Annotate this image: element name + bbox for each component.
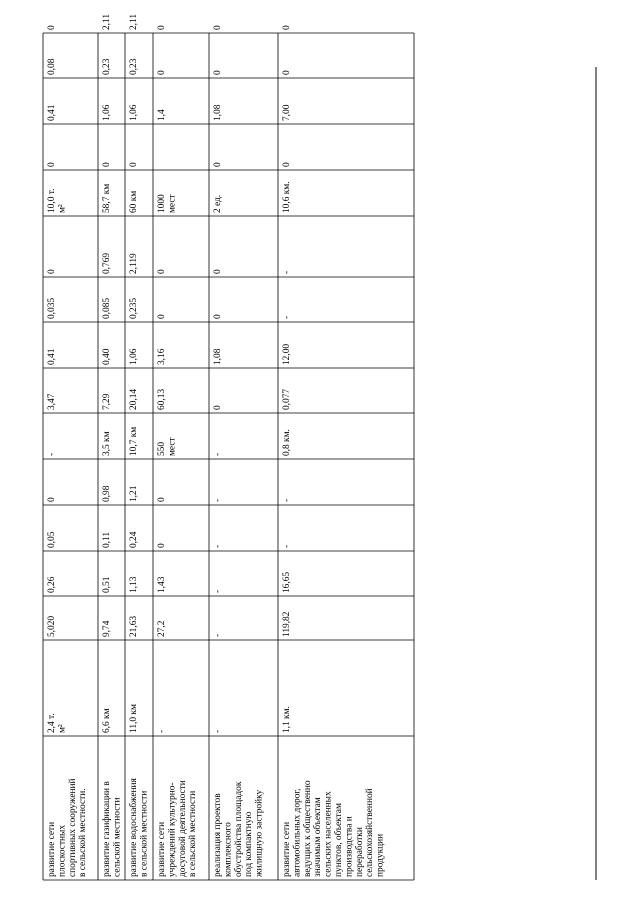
cell-line: 0,41 (47, 104, 57, 121)
cell-line: 16,65 (282, 571, 292, 593)
cell-line: 0,23 (129, 58, 139, 75)
table-cell-r1-c7 (102, 393, 112, 410)
table-cell-r2-c4 (129, 531, 139, 548)
table-cell-r2-c5 (129, 485, 139, 502)
cell-line: 27,2 (157, 620, 167, 637)
row-label-3 (157, 780, 198, 877)
row-label-2 (128, 777, 149, 877)
cell-line: 0,08 (47, 58, 57, 75)
cell-line: - (282, 498, 292, 502)
table-cell-r0-c8 (47, 348, 57, 365)
cell-line: 0 (213, 162, 223, 167)
table-cell-r1-c5 (102, 485, 112, 502)
row-label-4 (213, 781, 265, 878)
table-cell-r0-c10 (47, 269, 57, 274)
row-label-1 (101, 781, 122, 877)
table-cell-r3-c8 (157, 348, 167, 365)
table-cell-r0-c6 (47, 453, 57, 456)
table-cell-r1-c9 (102, 298, 112, 319)
cell-line: - (213, 544, 223, 548)
table-cell-r4-c10 (213, 269, 223, 274)
table-cell-r0-c13 (47, 104, 57, 121)
cell-line: 0 (157, 497, 167, 502)
table-cell-r1-c8 (102, 348, 112, 365)
cell-line: - (282, 315, 292, 319)
cell-line: мест (167, 194, 178, 213)
table-cell-r3-c6 (157, 437, 177, 456)
table-cell-r4-c4 (213, 545, 223, 548)
cell-line: 0 (282, 25, 292, 30)
cell-line: сельской местности (112, 797, 123, 877)
cell-line: - (157, 729, 167, 733)
table-cell-r3-c1 (157, 730, 167, 733)
cell-line: 9,74 (102, 620, 112, 637)
cell-line: развитие газификации в (102, 781, 112, 877)
cell-line: - (213, 498, 223, 502)
cell-line: 0 (282, 70, 292, 75)
cell-line: автомобильных дорог, (292, 788, 303, 877)
cell-line: 0 (213, 70, 223, 75)
cell-line: 20,14 (129, 388, 139, 410)
cell-line: 2,4 т. (47, 713, 57, 733)
table-cell-r4-c2 (213, 634, 223, 637)
table-cell-r5-c9 (282, 316, 292, 319)
cell-line: 0,769 (102, 252, 112, 274)
cell-line: - (282, 544, 292, 548)
cell-line: 1,08 (213, 348, 223, 365)
table-cell-r0-c2 (47, 616, 57, 637)
table-cell-r4-c5 (213, 499, 223, 502)
table-cell-r1-c1 (102, 708, 112, 733)
table-cell-r3-c9 (157, 314, 167, 319)
table-cell-r4-c13 (213, 104, 223, 121)
table-cell-r3-c2 (157, 620, 167, 637)
cell-line: 550 (157, 441, 167, 456)
table-cell-r3-c14 (157, 70, 167, 75)
cell-line: 7,00 (282, 104, 292, 121)
cell-line: жилищную застройку (254, 789, 265, 877)
cell-line: 0,05 (47, 531, 57, 548)
cell-line: развитие сети (47, 821, 57, 877)
cell-line: 0 (129, 162, 139, 167)
row-label-0 (47, 778, 88, 877)
cell-line: 0,23 (102, 58, 112, 75)
table-cell-r5-c3 (282, 572, 292, 593)
cell-line: 0,085 (102, 297, 112, 319)
cell-line: ведущих к общественно (302, 780, 313, 877)
table-cell-r5-c11 (282, 181, 292, 213)
cell-line: 3,47 (47, 393, 57, 410)
table-cell-r3-c11 (157, 194, 177, 213)
table-cell-r3-c10 (157, 269, 167, 274)
table-cell-r5-c6 (282, 429, 292, 456)
cell-line: 0,40 (102, 348, 112, 365)
cell-line: 10,0 т. (47, 188, 57, 213)
cell-line: 1,08 (213, 104, 223, 121)
cell-line: 0 (47, 497, 57, 502)
table-cell-r5-c10 (282, 271, 292, 274)
cell-line: 2,11 (129, 13, 139, 30)
cell-line: - (47, 452, 57, 456)
table-cell-r5-c15 (282, 25, 292, 30)
table-cell-r0-c3 (47, 576, 57, 593)
table-cell-r3-c15 (157, 25, 167, 30)
cell-line: 0,077 (282, 388, 292, 410)
cell-line: 0 (157, 543, 167, 548)
table-cell-r3-c7 (157, 389, 167, 410)
cell-line: 1,4 (157, 109, 167, 121)
cell-line: в сельской местности (139, 790, 150, 877)
cell-line: 5,020 (47, 615, 57, 637)
cell-line: 1,06 (129, 348, 139, 365)
cell-line: 0,26 (47, 576, 57, 593)
cell-line: развитие водоснабжения (129, 778, 139, 877)
cell-line: 2,119 (129, 253, 139, 274)
cell-line: 0 (47, 269, 57, 274)
cell-line: под компактную (244, 811, 255, 877)
cell-line: 0 (157, 70, 167, 75)
table-cell-r5-c4 (282, 545, 292, 548)
table-cell-r5-c7 (282, 389, 292, 410)
cell-line: досуговой деятельности (177, 780, 188, 877)
cell-line: 0 (213, 405, 223, 410)
cell-line: 0 (213, 25, 223, 30)
cell-line: сельскохозяйственной (365, 788, 376, 877)
table-cell-r4-c9 (213, 314, 223, 319)
table-cell-r0-c4 (47, 531, 57, 548)
table-cell-r0-c7 (47, 393, 57, 410)
row-label-5 (282, 780, 386, 877)
table-cell-r4-c15 (213, 25, 223, 30)
table-cell-r4-c7 (213, 405, 223, 410)
cell-line: 0,24 (129, 531, 139, 548)
cell-line: 119,82 (282, 611, 292, 637)
table-cell-r2-c10 (129, 253, 139, 274)
cell-line: значимым объектам (313, 797, 324, 877)
cell-line: 0,41 (47, 348, 57, 365)
table-cell-r2-c14 (129, 58, 139, 75)
table-cell-r4-c6 (213, 453, 223, 456)
cell-line: 58,7 км (102, 183, 112, 213)
cell-line: 0 (157, 269, 167, 274)
cell-line: развитие сети (282, 821, 292, 877)
cell-line: развитие сети (157, 821, 167, 877)
table-grid (43, 33, 414, 880)
cell-line: 0 (282, 162, 292, 167)
table-cell-r1-c14 (102, 58, 112, 75)
cell-line: 1,1 км. (282, 706, 292, 733)
table-cell-r5-c8 (282, 344, 292, 365)
cell-line: мест (167, 437, 178, 456)
cell-line: в сельской местности (188, 790, 199, 877)
cell-line: 3,16 (157, 348, 167, 365)
cell-line: в сельской местности. (78, 788, 89, 877)
table-cell-r4-c12 (213, 162, 223, 167)
table-cell-r1-c15 (102, 14, 112, 30)
cell-line: пунктов, объектам (334, 803, 344, 877)
cell-line: комплексного (223, 822, 234, 877)
cell-line: 1,06 (129, 104, 139, 121)
cell-line: обустройства площадок (233, 781, 244, 877)
table-cell-r5-c13 (282, 104, 292, 121)
cell-line: 0,98 (102, 485, 112, 502)
table-cell-r0-c9 (47, 298, 57, 319)
cell-line: 1000 (157, 194, 167, 213)
table-cell-r5-c2 (282, 611, 292, 637)
cell-line: сельских населенных (323, 791, 334, 877)
cell-line: м² (57, 724, 68, 733)
table-cell-r2-c7 (129, 389, 139, 410)
cell-line: - (213, 589, 223, 593)
cell-line: переработки (354, 827, 365, 877)
table-cell-r3-c3 (157, 576, 167, 593)
table-cell-r4-c14 (213, 70, 223, 75)
table-cell-r3-c13 (157, 109, 167, 121)
cell-line: 0 (47, 162, 57, 167)
cell-line: - (213, 452, 223, 456)
cell-line: учреждений культурно- (167, 782, 178, 877)
table-cell-r4-c11 (213, 195, 223, 213)
cell-line: 2 ед. (213, 194, 223, 213)
table-cell-r0-c1 (47, 713, 67, 733)
table-cell-r3-c5 (157, 497, 167, 502)
table-cell-r2-c13 (129, 104, 139, 121)
cell-line: 0 (157, 314, 167, 319)
cell-line: 0 (213, 314, 223, 319)
table-cell-r2-c1 (129, 704, 139, 733)
cell-line: 21,63 (129, 615, 139, 637)
table-cell-r5-c1 (282, 706, 292, 733)
table-cell-r5-c14 (282, 70, 292, 75)
table-cell-r4-c3 (213, 590, 223, 593)
cell-line: 11,0 км (129, 704, 139, 733)
cell-line: 0,035 (47, 297, 57, 319)
cell-line: 0 (157, 25, 167, 30)
table-cell-r0-c11 (47, 189, 67, 214)
cell-line: производства и (344, 816, 355, 877)
cell-line: 0,11 (102, 531, 112, 548)
table-cell-r2-c6 (129, 427, 139, 456)
cell-line: 60,13 (157, 388, 167, 410)
table-cell-r2-c2 (129, 616, 139, 637)
table-cell-r2-c12 (129, 162, 139, 167)
cell-line: - (213, 729, 223, 733)
cell-line: 6,6 км (102, 708, 112, 733)
table-cell-r5-c5 (282, 499, 292, 502)
cell-line: м² (57, 204, 68, 213)
table-cell-r1-c12 (102, 162, 112, 167)
table-cell-r2-c8 (129, 348, 139, 365)
cell-line: 1,13 (129, 576, 139, 593)
cell-line: 12,00 (282, 343, 292, 365)
table-cell-r5-c12 (282, 162, 292, 167)
cell-line: 1,06 (102, 104, 112, 121)
table-cell-r0-c12 (47, 162, 57, 167)
table-cell-r2-c3 (129, 576, 139, 593)
cell-line: 60 км (129, 190, 139, 213)
cell-line: плоскостных (57, 824, 68, 877)
cell-line: 1,21 (129, 485, 139, 502)
cell-line: 0 (213, 269, 223, 274)
table-cell-r1-c13 (102, 104, 112, 121)
table-cell-r0-c14 (47, 58, 57, 75)
table-cell-r2-c11 (129, 191, 139, 213)
cell-line: реализация проектов (213, 793, 223, 877)
cell-line: спортивных сооружений (67, 778, 78, 877)
cell-line: 0 (47, 25, 57, 30)
table-cell-r2-c9 (129, 298, 139, 319)
cell-line: 0,51 (102, 576, 112, 593)
cell-line: 1,43 (157, 576, 167, 593)
table-cell-r1-c6 (102, 431, 112, 456)
cell-line: 10,7 км (129, 426, 139, 456)
table-cell-r4-c1 (213, 730, 223, 733)
table-cell-r2-c15 (129, 14, 139, 30)
cell-line: продукции (375, 833, 386, 877)
cell-line: 2,11 (102, 13, 112, 30)
table-cell-r3-c4 (157, 543, 167, 548)
cell-line: 10,6 км. (282, 181, 292, 213)
cell-line: 3,5 км (102, 431, 112, 456)
table-cell-r1-c2 (102, 620, 112, 637)
table-cell-r1-c4 (102, 532, 112, 548)
table-cell-r0-c15 (47, 25, 57, 30)
cell-line: - (213, 633, 223, 637)
cell-line: 0 (102, 162, 112, 167)
table-cell-r1-c3 (102, 576, 112, 593)
table-cell-r0-c5 (47, 497, 57, 502)
cell-line: 7,29 (102, 393, 112, 410)
table-cell-r1-c11 (102, 184, 112, 213)
cell-line: 0,8 км. (282, 429, 292, 456)
cell-line: - (282, 270, 292, 274)
table-cell-r1-c10 (102, 253, 112, 274)
cell-line: 0,235 (129, 297, 139, 319)
table-cell-r4-c8 (213, 348, 223, 365)
